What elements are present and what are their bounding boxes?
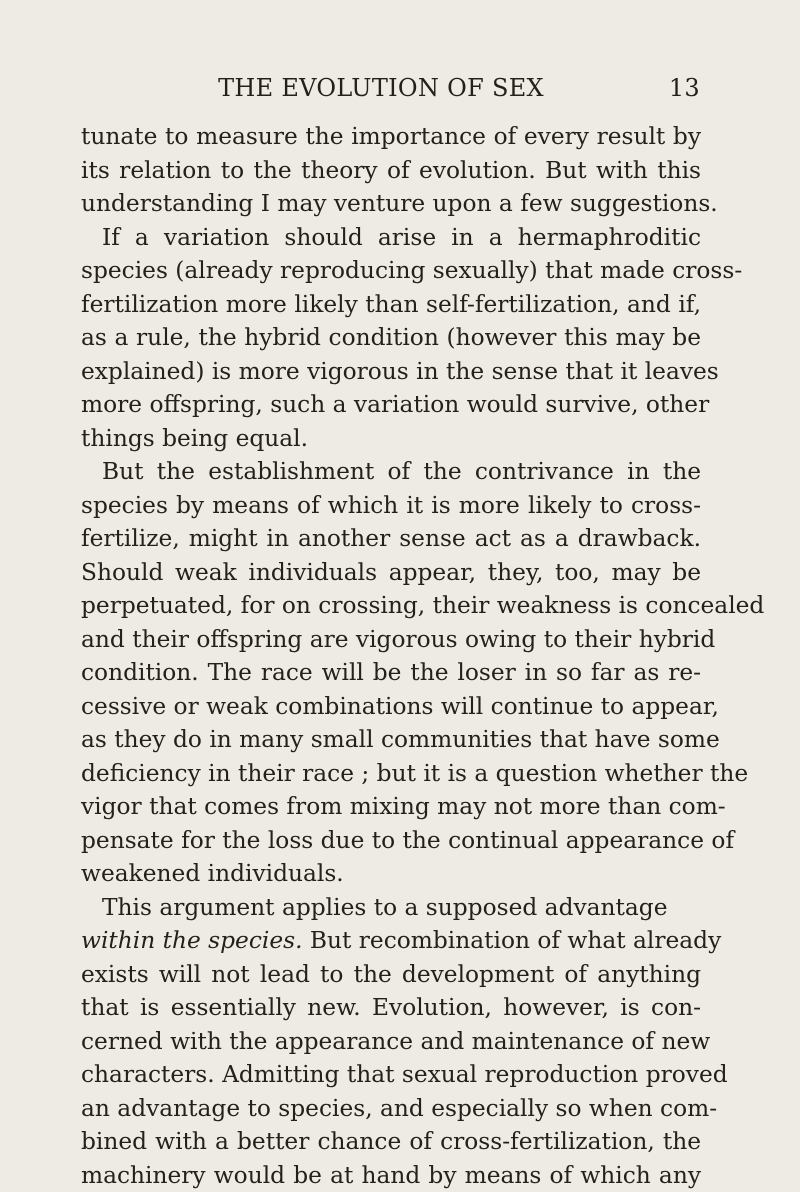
text-line: characters. Admitting that sexual reproduction proved (81, 1058, 701, 1092)
text-line: that is essentially new. Evolution, however, is con- (81, 991, 701, 1025)
paragraph-start-line: If a variation should arise in a hermaphroditic (81, 221, 701, 255)
text-segment: But recombination of what already (302, 927, 721, 954)
text-line: fertilize, might in another sense act as a drawback. (81, 522, 701, 556)
text-line: machinery would be at hand by means of which any (81, 1159, 701, 1192)
text-line: species by means of which it is more likely to cross- (81, 489, 701, 523)
text-line: as they do in many small communities that have some (81, 723, 701, 757)
page-number: 13 (669, 71, 700, 105)
text-line: exists will not lead to the development of anything (81, 958, 701, 992)
text-line: perpetuated, for on crossing, their weakness is concealed (81, 589, 701, 623)
text-line: an advantage to species, and especially so when com- (81, 1092, 701, 1126)
text-line: fertilization more likely than self-fertilization, and if, (81, 288, 701, 322)
running-title: THE EVOLUTION OF SEX (82, 71, 700, 105)
body-text (81, 120, 701, 1192)
running-head (82, 71, 700, 105)
text-line: understanding I may venture upon a few suggestions. (81, 187, 701, 221)
text-line: bined with a better chance of cross-fertilization, the (81, 1125, 701, 1159)
paragraph-start-line: This argument applies to a supposed advantage (81, 891, 701, 925)
text-line: vigor that comes from mixing may not more than com- (81, 790, 701, 824)
text-line: and their offspring are vigorous owing to their hybrid (81, 623, 701, 657)
text-line: weakened individuals. (81, 857, 701, 891)
text-line: tunate to measure the importance of every result by (81, 120, 701, 154)
paragraph-start-line: But the establishment of the contrivance in the (81, 455, 701, 489)
text-line-with-emphasis (81, 924, 701, 958)
text-line: cerned with the appearance and maintenance of new (81, 1025, 701, 1059)
text-line: explained) is more vigorous in the sense that it leaves (81, 355, 701, 389)
text-line: pensate for the loss due to the continual appearance of (81, 824, 701, 858)
text-line: its relation to the theory of evolution. But with this (81, 154, 701, 188)
text-line: more offspring, such a variation would survive, other (81, 388, 701, 422)
emphasis-text: within the species. (81, 927, 302, 954)
text-line: condition. The race will be the loser in so far as re- (81, 656, 701, 690)
text-line: deficiency in their race ; but it is a question whether the (81, 757, 701, 791)
text-line: as a rule, the hybrid condition (however this may be (81, 321, 701, 355)
text-line: Should weak individuals appear, they, too, may be (81, 556, 701, 590)
text-line: things being equal. (81, 422, 701, 456)
text-line: cessive or weak combinations will continue to appear, (81, 690, 701, 724)
text-line: species (already reproducing sexually) that made cross- (81, 254, 701, 288)
